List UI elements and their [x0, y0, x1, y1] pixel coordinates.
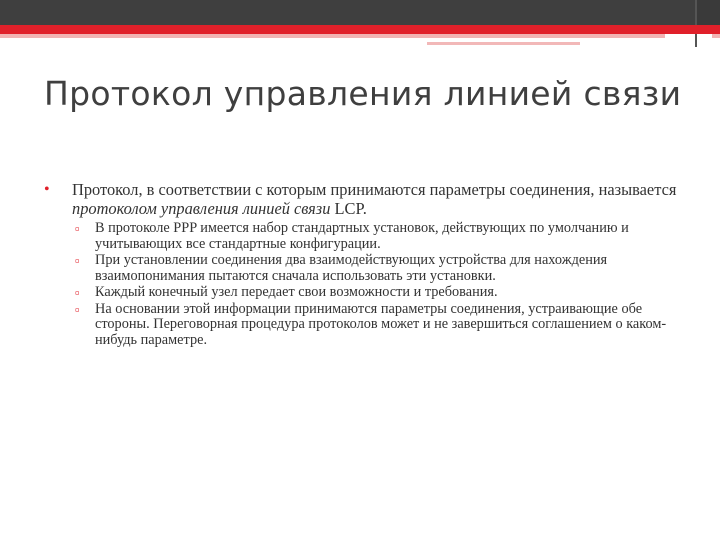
sub-bullet-icon: ▫	[75, 221, 80, 236]
sub-bullet-point	[44, 285, 684, 301]
slide-body	[44, 180, 684, 349]
sub-bullet-icon: ▫	[75, 285, 80, 300]
main-bullet-point	[44, 180, 684, 218]
header-bar	[0, 0, 720, 25]
header-divider	[695, 0, 697, 47]
accent-stripe	[0, 25, 720, 34]
main-text: Протокол, в соответствии с которым принимаются параметры соединения, называется	[72, 180, 677, 199]
sub-bullet-point	[44, 302, 684, 349]
sub-bullet-text: В протоколе PPP имеется набор стандартных установок, действующих по умолчанию и учитывающих все стандартные конфигурации.	[95, 220, 629, 252]
sub-bullet-text: На основании этой информации принимаются параметры соединения, устраивающие обе стороны. Переговорная процедура протоколов может и не завершиться соглашением о каком-нибудь параметре.	[95, 300, 667, 348]
sub-bullet-icon: ▫	[75, 301, 80, 317]
accent-stripe-short	[427, 42, 580, 45]
sub-bullet-point	[44, 253, 684, 284]
slide-title: Протокол управления линией связи	[44, 74, 682, 113]
header-bar-corner	[697, 0, 720, 25]
bullet-icon: •	[44, 181, 50, 198]
sub-bullet-text: Каждый конечный узел передает свои возможности и требования.	[95, 284, 498, 300]
accent-stripe-light-right	[712, 34, 720, 38]
main-text-end: LCP.	[330, 199, 367, 218]
sub-bullet-list	[44, 221, 684, 348]
sub-bullet-text: При установлении соединения два взаимодействующих устройства для нахождения взаимопонимания пытаются сначала использовать эти установки.	[95, 252, 608, 284]
accent-stripe-light	[0, 34, 665, 38]
sub-bullet-icon: ▫	[75, 253, 80, 268]
sub-bullet-point	[44, 221, 684, 252]
main-text-italic: протоколом управления линией связи	[72, 199, 331, 218]
